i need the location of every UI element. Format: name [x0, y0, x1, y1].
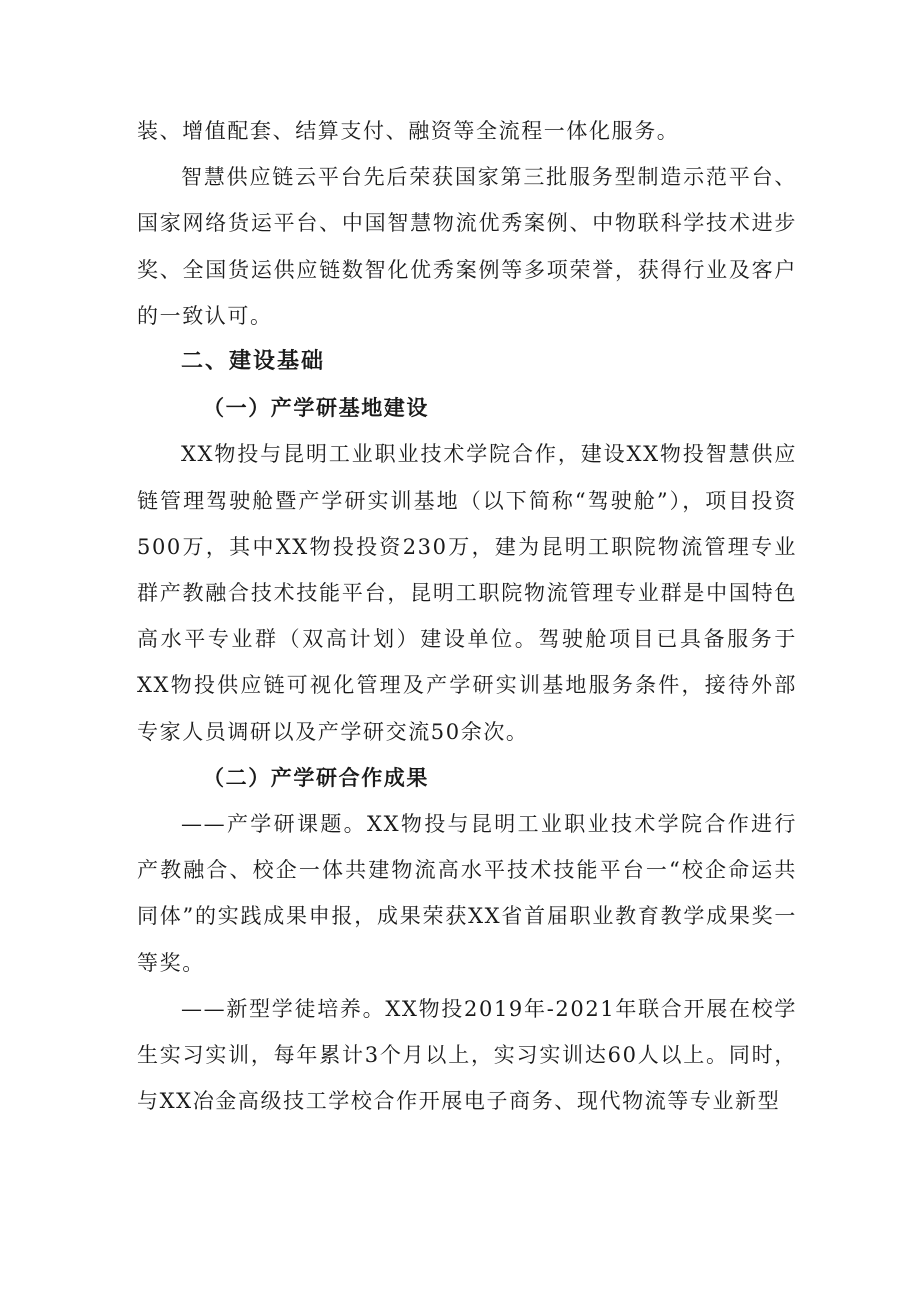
- paragraph-platform-honors: 智慧供应链云平台先后荣获国家第三批服务型制造示范平台、国家网络货运平台、中国智慧物流优秀案例、中物联科学技术进步奖、全国货运供应链数智化优秀案例等多项荣誉，获得行业及客户的一致认可。: [137, 165, 797, 328]
- section-heading-construction-foundation: 二、建设基础: [181, 349, 326, 375]
- paragraph-research-topic: ——产学研课题。XX物投与昆明工业职业技术学院合作进行产教融合、校企一体共建物流高水平技术技能平台一“校企命运共同体”的实践成果申报，成果荣获XX省首届职业教育教学成果奖一等奖。: [137, 812, 797, 975]
- subsection-heading-cooperation-results: （二）产学研合作成果: [203, 764, 429, 790]
- paragraph-apprentice-training: ——新型学徒培养。XX物投2019年-2021年联合开展在校学生实习实训，每年累计3个月以上，实习实训达60人以上。同时，与XX冶金高级技工学校合作开展电子商务、现代物流等专业新型: [137, 996, 797, 1114]
- paragraph-base-construction: XX物投与昆明工业职业技术学院合作，建设XX物投智慧供应链管理驾驶舱暨产学研实训基地（以下简称“驾驶舱”），项目投资500万，其中XX物投投资230万，建为昆明工职院物流管理专业群产教融合技术技能平台，昆明工职院物流管理专业群是中国特色高水平专业群（双高计划）建设单位。驾驶舱项目已具备服务于XX物投供应链可视化管理及产学研实训基地服务条件，接待外部专家人员调研以及产学研交流50余次。: [137, 442, 797, 744]
- subsection-heading-base-construction: （一）产学研基地建设: [203, 395, 429, 421]
- document-body: [137, 108, 797, 1124]
- paragraph-service-continuation: 装、增值配套、结算支付、融资等全流程一体化服务。: [137, 119, 680, 143]
